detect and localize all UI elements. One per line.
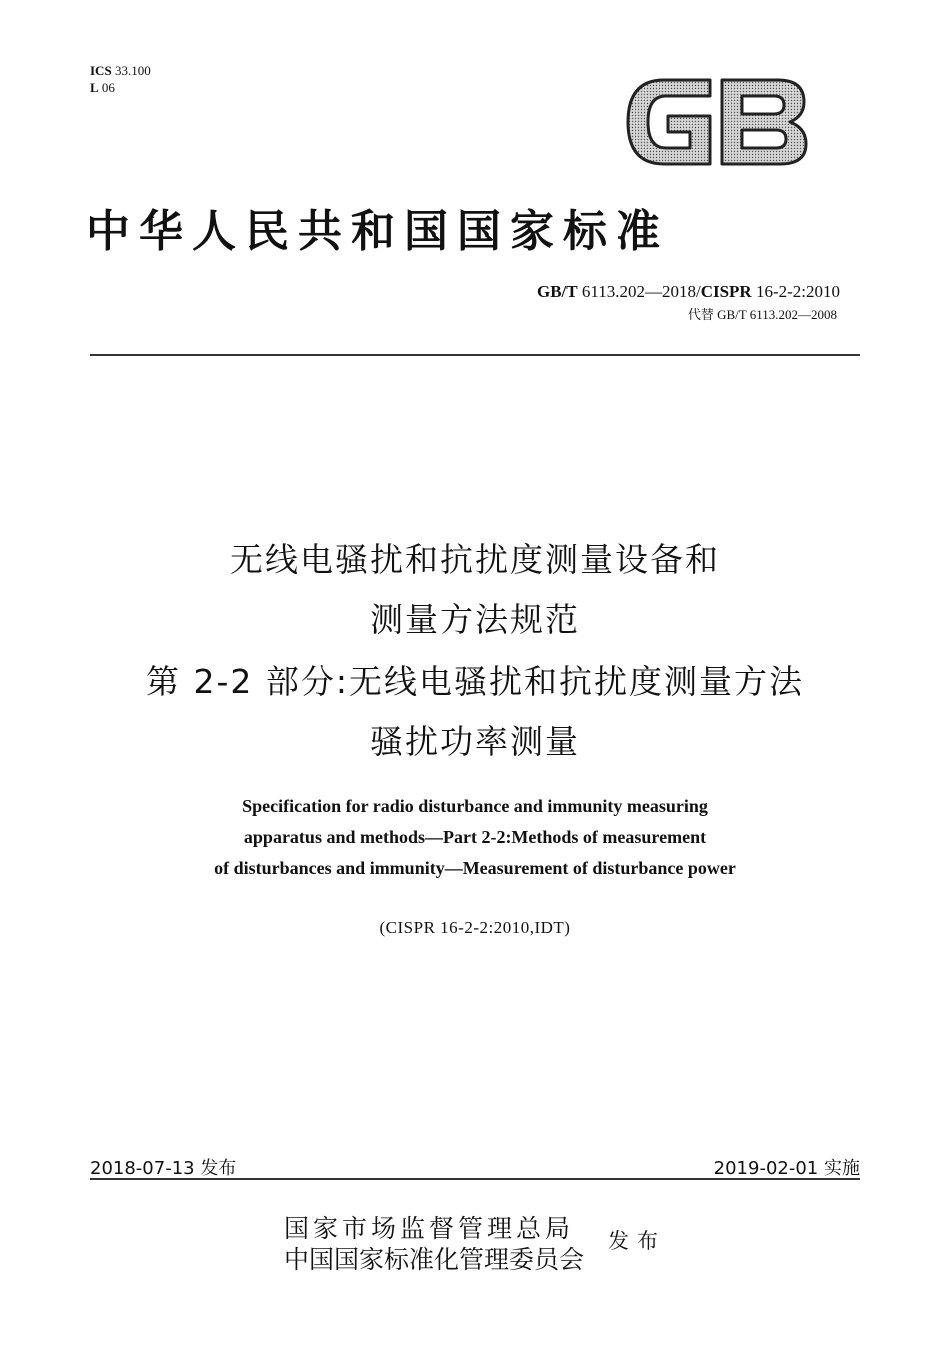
ccs-line [90, 79, 151, 96]
chinese-title-line-4: 骚扰功率测量 [370, 722, 580, 761]
english-title-line-3: of disturbances and immunity—Measurement of disturbance power [214, 858, 736, 878]
intl-standard-prefix: CISPR [700, 282, 752, 301]
standard-number [537, 282, 840, 302]
ics-line [90, 62, 151, 79]
ics-label: ICS [90, 63, 112, 78]
bottom-divider [90, 1178, 860, 1180]
replaces-standard: 代替 GB/T 6113.202—2008 [687, 307, 837, 322]
chinese-title-line-2: 测量方法规范 [370, 600, 580, 639]
english-title-line-1: Specification for radio disturbance and immunity measuring [242, 796, 708, 816]
standard-number-prefix: GB/T [536, 282, 578, 301]
ccs-code: 06 [101, 80, 115, 95]
gb-logo-icon [622, 72, 810, 172]
ccs-label: L [90, 80, 99, 95]
issue-date: 2018-07-13 发布 [90, 1158, 237, 1179]
ics-code: 33.100 [114, 63, 151, 78]
implementation-date: 2019-02-01 实施 [713, 1158, 860, 1179]
equivalence-note: (CISPR 16-2-2:2010,IDT) [379, 918, 571, 937]
national-standard-title: 中华人民共和国国家标准 [86, 206, 669, 257]
publish-label: 发布 [608, 1229, 666, 1253]
top-divider [90, 354, 860, 356]
issuer-line-2: 中国国家标准化管理委员会 [284, 1245, 585, 1274]
issuer-line-1: 国家市场监督管理总局 [284, 1214, 575, 1243]
classification-codes [90, 62, 151, 96]
chinese-title-line-1: 无线电骚扰和抗扰度测量设备和 [230, 540, 720, 579]
intl-standard-body: 16-2-2:2010 [751, 282, 840, 301]
english-title-line-2: apparatus and methods—Part 2-2:Methods of measurement [243, 827, 707, 847]
standard-number-body: 6113.202—2018/ [577, 282, 701, 301]
chinese-title-line-3: 第 2-2 部分:无线电骚扰和抗扰度测量方法 [146, 662, 804, 701]
gb-logo-text: GB [622, 72, 624, 73]
